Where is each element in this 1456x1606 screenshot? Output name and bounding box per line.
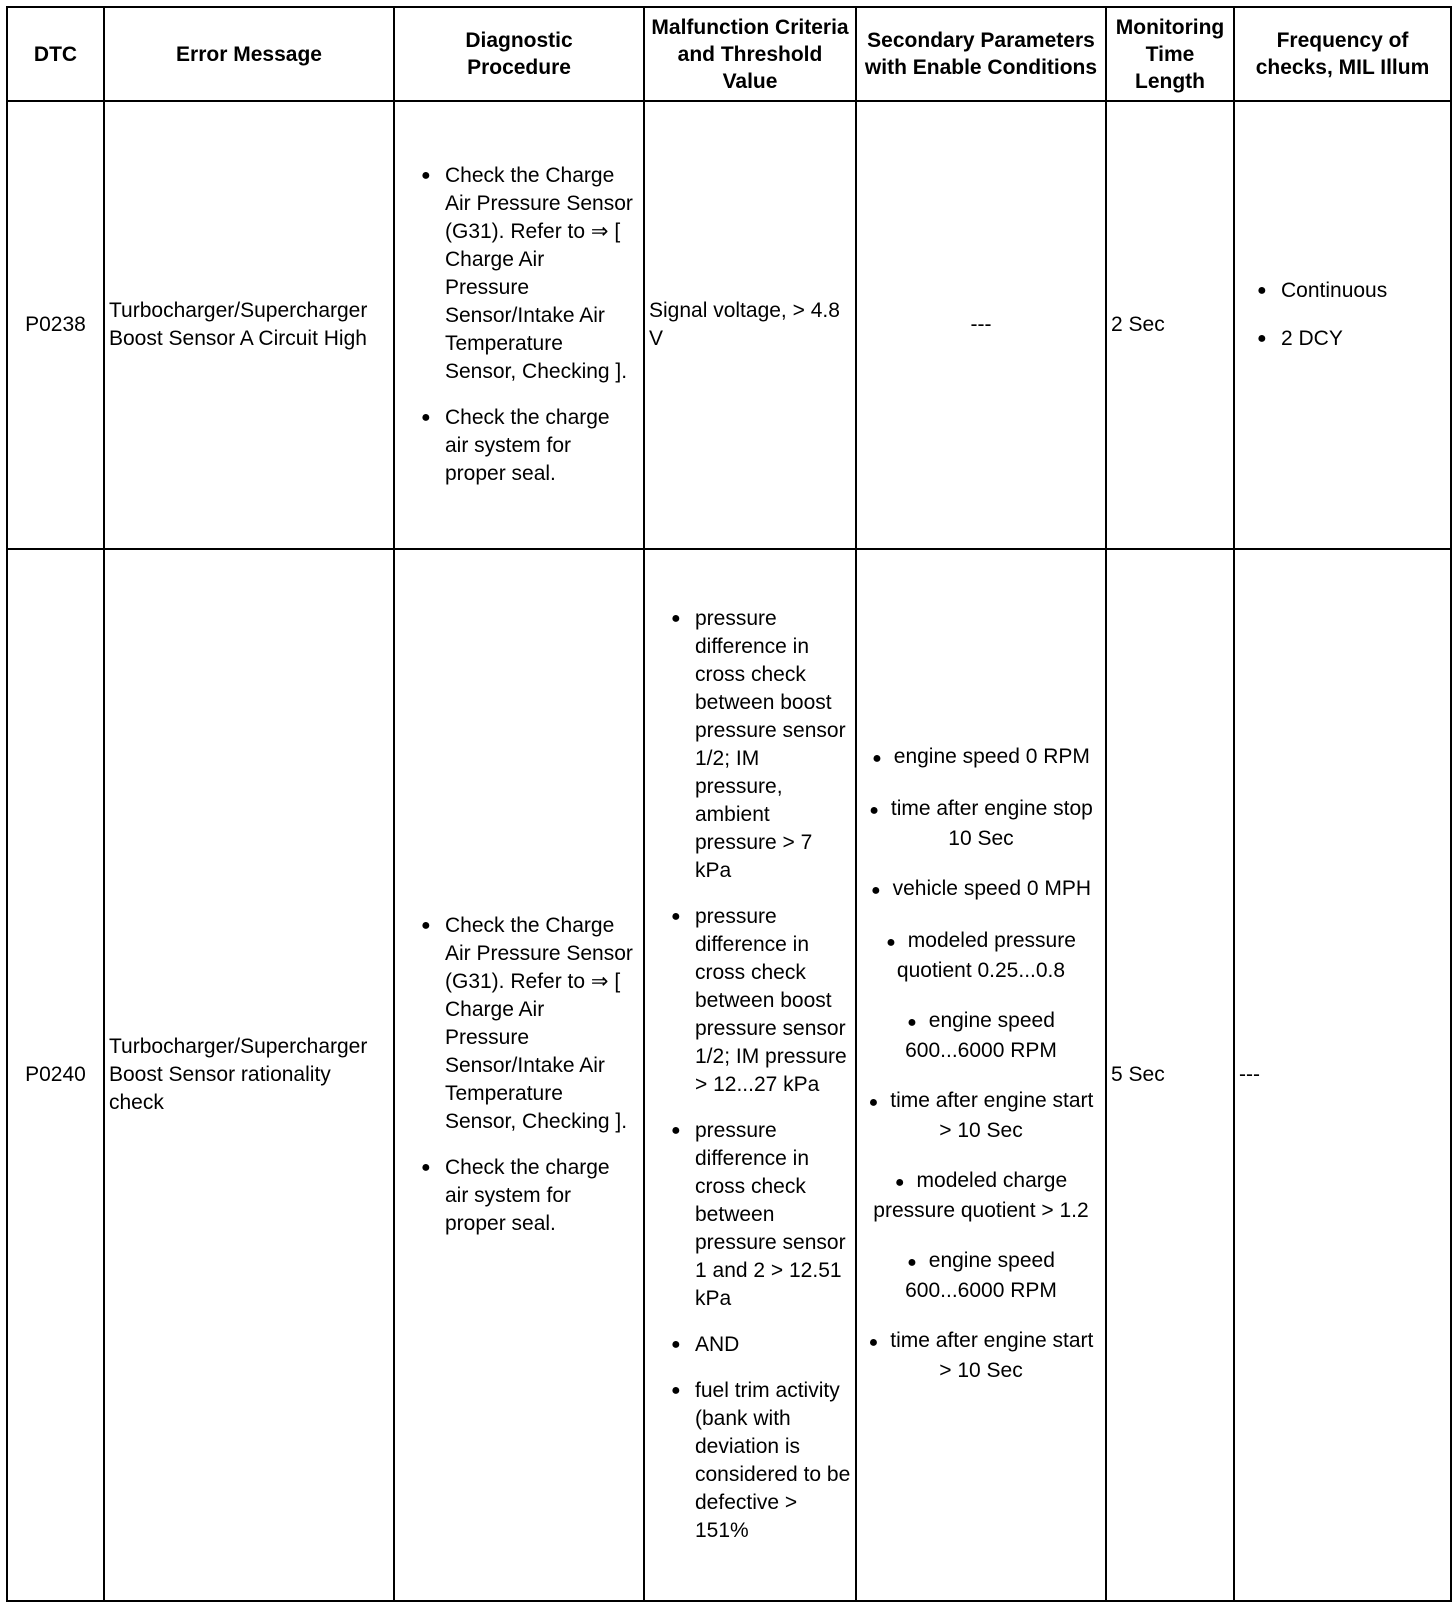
diagnostic-procedure — [394, 101, 644, 549]
header-malfunction-criteria: Malfunction Criteria and Threshold Value — [644, 7, 856, 101]
header-row — [7, 7, 1451, 101]
header-secondary-parameters: Secondary Parameters with Enable Conditions — [856, 7, 1106, 101]
list-item: ● pressure difference in cross check between boost pressure sensor 1/2; IM pressure, ambient pressure > 7 kPa — [665, 605, 851, 885]
list-item: ● modeled charge pressure quotient > 1.2 — [867, 1167, 1095, 1225]
dtc-table — [6, 6, 1452, 1602]
table-row — [7, 101, 1451, 549]
header-frequency: Frequency of checks, MIL Illum — [1234, 7, 1451, 101]
secondary-parameters: --- — [856, 101, 1106, 549]
table-row — [7, 549, 1451, 1601]
list-item: ● modeled pressure quotient 0.25...0.8 — [867, 927, 1095, 985]
error-message: Turbocharger/Supercharger Boost Sensor A Circuit High — [104, 101, 394, 549]
list-item: ● AND — [665, 1331, 851, 1359]
frequency: --- — [1234, 549, 1451, 1601]
list-item: ● Continuous — [1251, 277, 1446, 305]
list-item: ● engine speed 600...6000 RPM — [867, 1007, 1095, 1065]
list-item: ● time after engine stop 10 Sec — [867, 795, 1095, 853]
frequency — [1234, 101, 1451, 549]
list-item: ● Check the Charge Air Pressure Sensor (G31). Refer to ⇒ [ Charge Air Pressure Sensor/Intake Air Temperature Sensor, Checking ]. — [415, 162, 633, 386]
list-item: ● time after engine start > 10 Sec — [867, 1087, 1095, 1145]
list-item: ● Check the charge air system for proper seal. — [415, 1154, 633, 1238]
list-item: ● engine speed 600...6000 RPM — [867, 1247, 1095, 1305]
dtc-code: P0240 — [7, 549, 104, 1601]
list-item: ● fuel trim activity (bank with deviation is considered to be defective > 151% — [665, 1377, 851, 1545]
header-dtc: DTC — [7, 7, 104, 101]
header-error-message: Error Message — [104, 7, 394, 101]
malfunction-criteria — [644, 549, 856, 1601]
monitoring-time: 2 Sec — [1106, 101, 1234, 549]
list-item: ● time after engine start > 10 Sec — [867, 1327, 1095, 1385]
list-item: ● vehicle speed 0 MPH — [867, 875, 1095, 905]
header-diagnostic-procedure: Diagnostic Procedure — [394, 7, 644, 101]
list-item: ● engine speed 0 RPM — [867, 743, 1095, 773]
list-item: ● Check the charge air system for proper seal. — [415, 404, 633, 488]
list-item: ● Check the Charge Air Pressure Sensor (G31). Refer to ⇒ [ Charge Air Pressure Sensor/Intake Air Temperature Sensor, Checking ]. — [415, 912, 633, 1136]
list-item: ● pressure difference in cross check between pressure sensor 1 and 2 > 12.51 kPa — [665, 1117, 851, 1313]
dtc-code: P0238 — [7, 101, 104, 549]
list-item: ● pressure difference in cross check between boost pressure sensor 1/2; IM pressure > 12...27 kPa — [665, 903, 851, 1099]
list-item: ● 2 DCY — [1251, 325, 1446, 353]
diagnostic-procedure — [394, 549, 644, 1601]
header-monitoring-time: Monitoring Time Length — [1106, 7, 1234, 101]
monitoring-time: 5 Sec — [1106, 549, 1234, 1601]
secondary-parameters — [856, 549, 1106, 1601]
malfunction-criteria: Signal voltage, > 4.8 V — [644, 101, 856, 549]
error-message: Turbocharger/Supercharger Boost Sensor rationality check — [104, 549, 394, 1601]
